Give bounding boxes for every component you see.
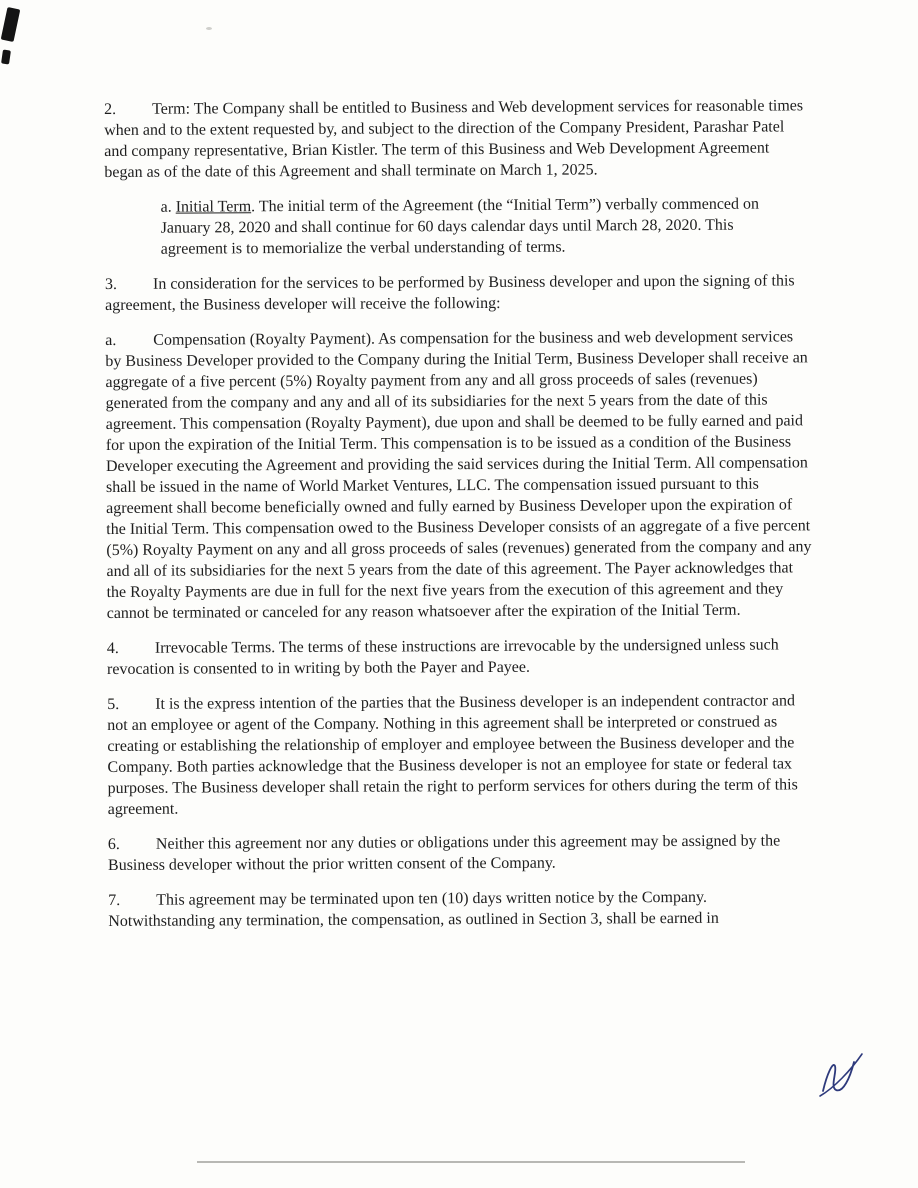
paragraph-text: It is the express intention of the parties that the Business developer is an independent contractor and not an employee or agent of the Company. Nothing in this agreement shall be interpreted or construed as creating or establishing the relationship of employer and employee between the Business developer and the Company. Both parties acknowledge that the Business developer is not an employee for state or federal tax purposes. The Business developer shall retain the right to perform services for others during the term of this agreement.: [107, 692, 798, 818]
paragraph-number: 7.: [108, 891, 121, 909]
paragraph-text: Compensation (Royalty Payment). As compensation for the business and web development services by Business Developer provided to the Company during the Initial Term, Business Developer shall receive an aggregate of a five percent (5%) Royalty payment from any and all gross proceeds of sales (revenues) generated from the company and any and all of its subsidiaries for the next 5 years from the date of this agreement. This compensation (Royalty Payment), due upon and shall be deemed to be fully earned and paid for upon the expiration of the Initial Term. This compensation is to be issued as a condition of the Business Developer executing the Agreement and providing the said services during the Initial Term. All compensation shall be issued in the name of World Market Ventures, LLC. The compensation issued pursuant to this agreement shall become beneficially owned and fully earned by Business Developer upon the expiration of the Initial Term. This compensation owed to the Business Developer consists of an aggregate of a five percent (5%) Royalty Payment on any and all gross proceeds of sales (revenues) generated from the company and any and all of its subsidiaries for the next 5 years from the date of this agreement. The Payer acknowledges that the Royalty Payments are due in full for the next five years from the execution of this agreement and they cannot be terminated or canceled for any reason whatsoever after the expiration of the Initial Term.: [105, 328, 812, 622]
paragraph-3a: [105, 326, 813, 624]
paragraph-4: [107, 634, 813, 680]
paragraph-3: [105, 270, 811, 316]
underlined-text: Initial Term: [175, 198, 252, 216]
scan-artifact-mark: [1, 50, 11, 65]
paragraph-text: In consideration for the services to be performed by Business developer and upon the signing of this agreement, the Business developer will receive the following:: [105, 272, 795, 314]
paragraph-7: [108, 886, 814, 932]
paragraph-2a: [161, 193, 791, 259]
paragraph-2: [104, 95, 810, 183]
paragraph-number: 3.: [104, 275, 118, 293]
handwritten-initials: [816, 1050, 868, 1102]
paragraph-number: 2.: [104, 100, 117, 118]
paragraph-number: 4.: [106, 639, 119, 657]
document-body: [104, 95, 814, 946]
paragraph-number: a.: [105, 331, 117, 349]
paragraph-text: Irrevocable Terms. The terms of these instructions are irrevocable by the undersigned unless such revocation is consented to in writing by both the Payer and Payee.: [106, 636, 779, 678]
scan-speck: [206, 27, 212, 30]
paragraph-number: 5.: [107, 695, 120, 713]
paragraph-number: 6.: [107, 835, 120, 853]
paragraph-text: This agreement may be terminated upon ten (10) days written notice by the Company. Notwithstanding any termination, the compensation, as outlined in Section 3, shall be earned in: [108, 888, 719, 930]
scan-artifact-mark: [1, 7, 21, 42]
paragraph-text: . The initial term of the Agreement (the “Initial Term”) verbally commenced on January 28, 2020 and shall continue for 60 days calendar days until March 28, 2020. This agreement is to memorialize the verbal understanding of terms.: [160, 195, 760, 258]
scan-edge-line: [197, 1161, 745, 1163]
paragraph-5: [107, 690, 814, 820]
paragraph-text: Term: The Company shall be entitled to Business and Web development services for reasonable times when and to the extent requested by, and subject to the direction of the Company President, Parashar Patel and company representative, Brian Kistler. The term of this Business and Web Development Agreement began as of the date of this Agreement and shall terminate on March 1, 2025.: [104, 97, 804, 181]
paragraph-text: a.: [160, 198, 176, 216]
paragraph-6: [108, 830, 814, 876]
paragraph-text: Neither this agreement nor any duties or obligations under this agreement may be assigned by the Business developer without the prior written consent of the Company.: [107, 832, 781, 874]
